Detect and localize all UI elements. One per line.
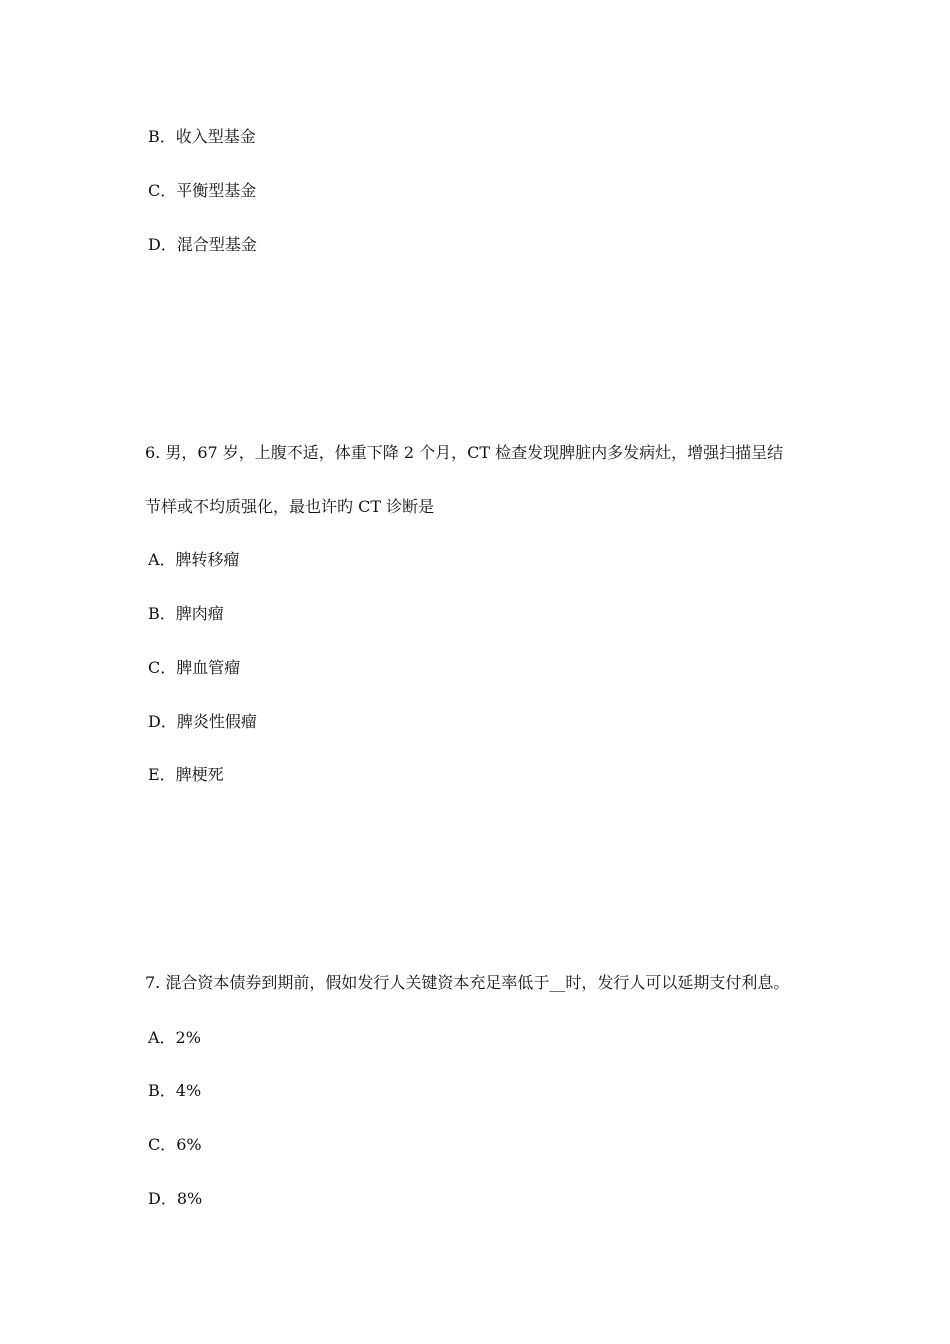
q6-stem-line-1: 6. 男，67 岁，上腹不适，体重下降 2 个月，CT 检查发现脾脏内多发病灶，增强扫描呈结 xyxy=(145,443,784,462)
q5-option-c: C．平衡型基金 xyxy=(148,181,257,200)
q6-stem-line-2: 节样或不均质强化，最也许旳 CT 诊断是 xyxy=(145,497,435,516)
q7-option-c: C．6% xyxy=(148,1135,202,1154)
q6-option-d: D．脾炎性假瘤 xyxy=(148,712,257,731)
q7-option-d: D．8% xyxy=(148,1189,203,1208)
q7-option-b: B．4% xyxy=(148,1081,202,1100)
q5-option-d: D．混合型基金 xyxy=(148,235,257,254)
q6-option-b: B．脾肉瘤 xyxy=(148,604,224,623)
q7-option-a: A．2% xyxy=(148,1028,201,1047)
q6-option-e: E．脾梗死 xyxy=(148,765,224,784)
q7-stem: 7. 混合资本债券到期前，假如发行人关键资本充足率低于__时，发行人可以延期支付利息。 xyxy=(145,973,790,992)
q5-option-b: B．收入型基金 xyxy=(148,127,256,146)
q6-option-a: A．脾转移瘤 xyxy=(148,550,240,569)
q6-option-c: C．脾血管瘤 xyxy=(148,658,241,677)
